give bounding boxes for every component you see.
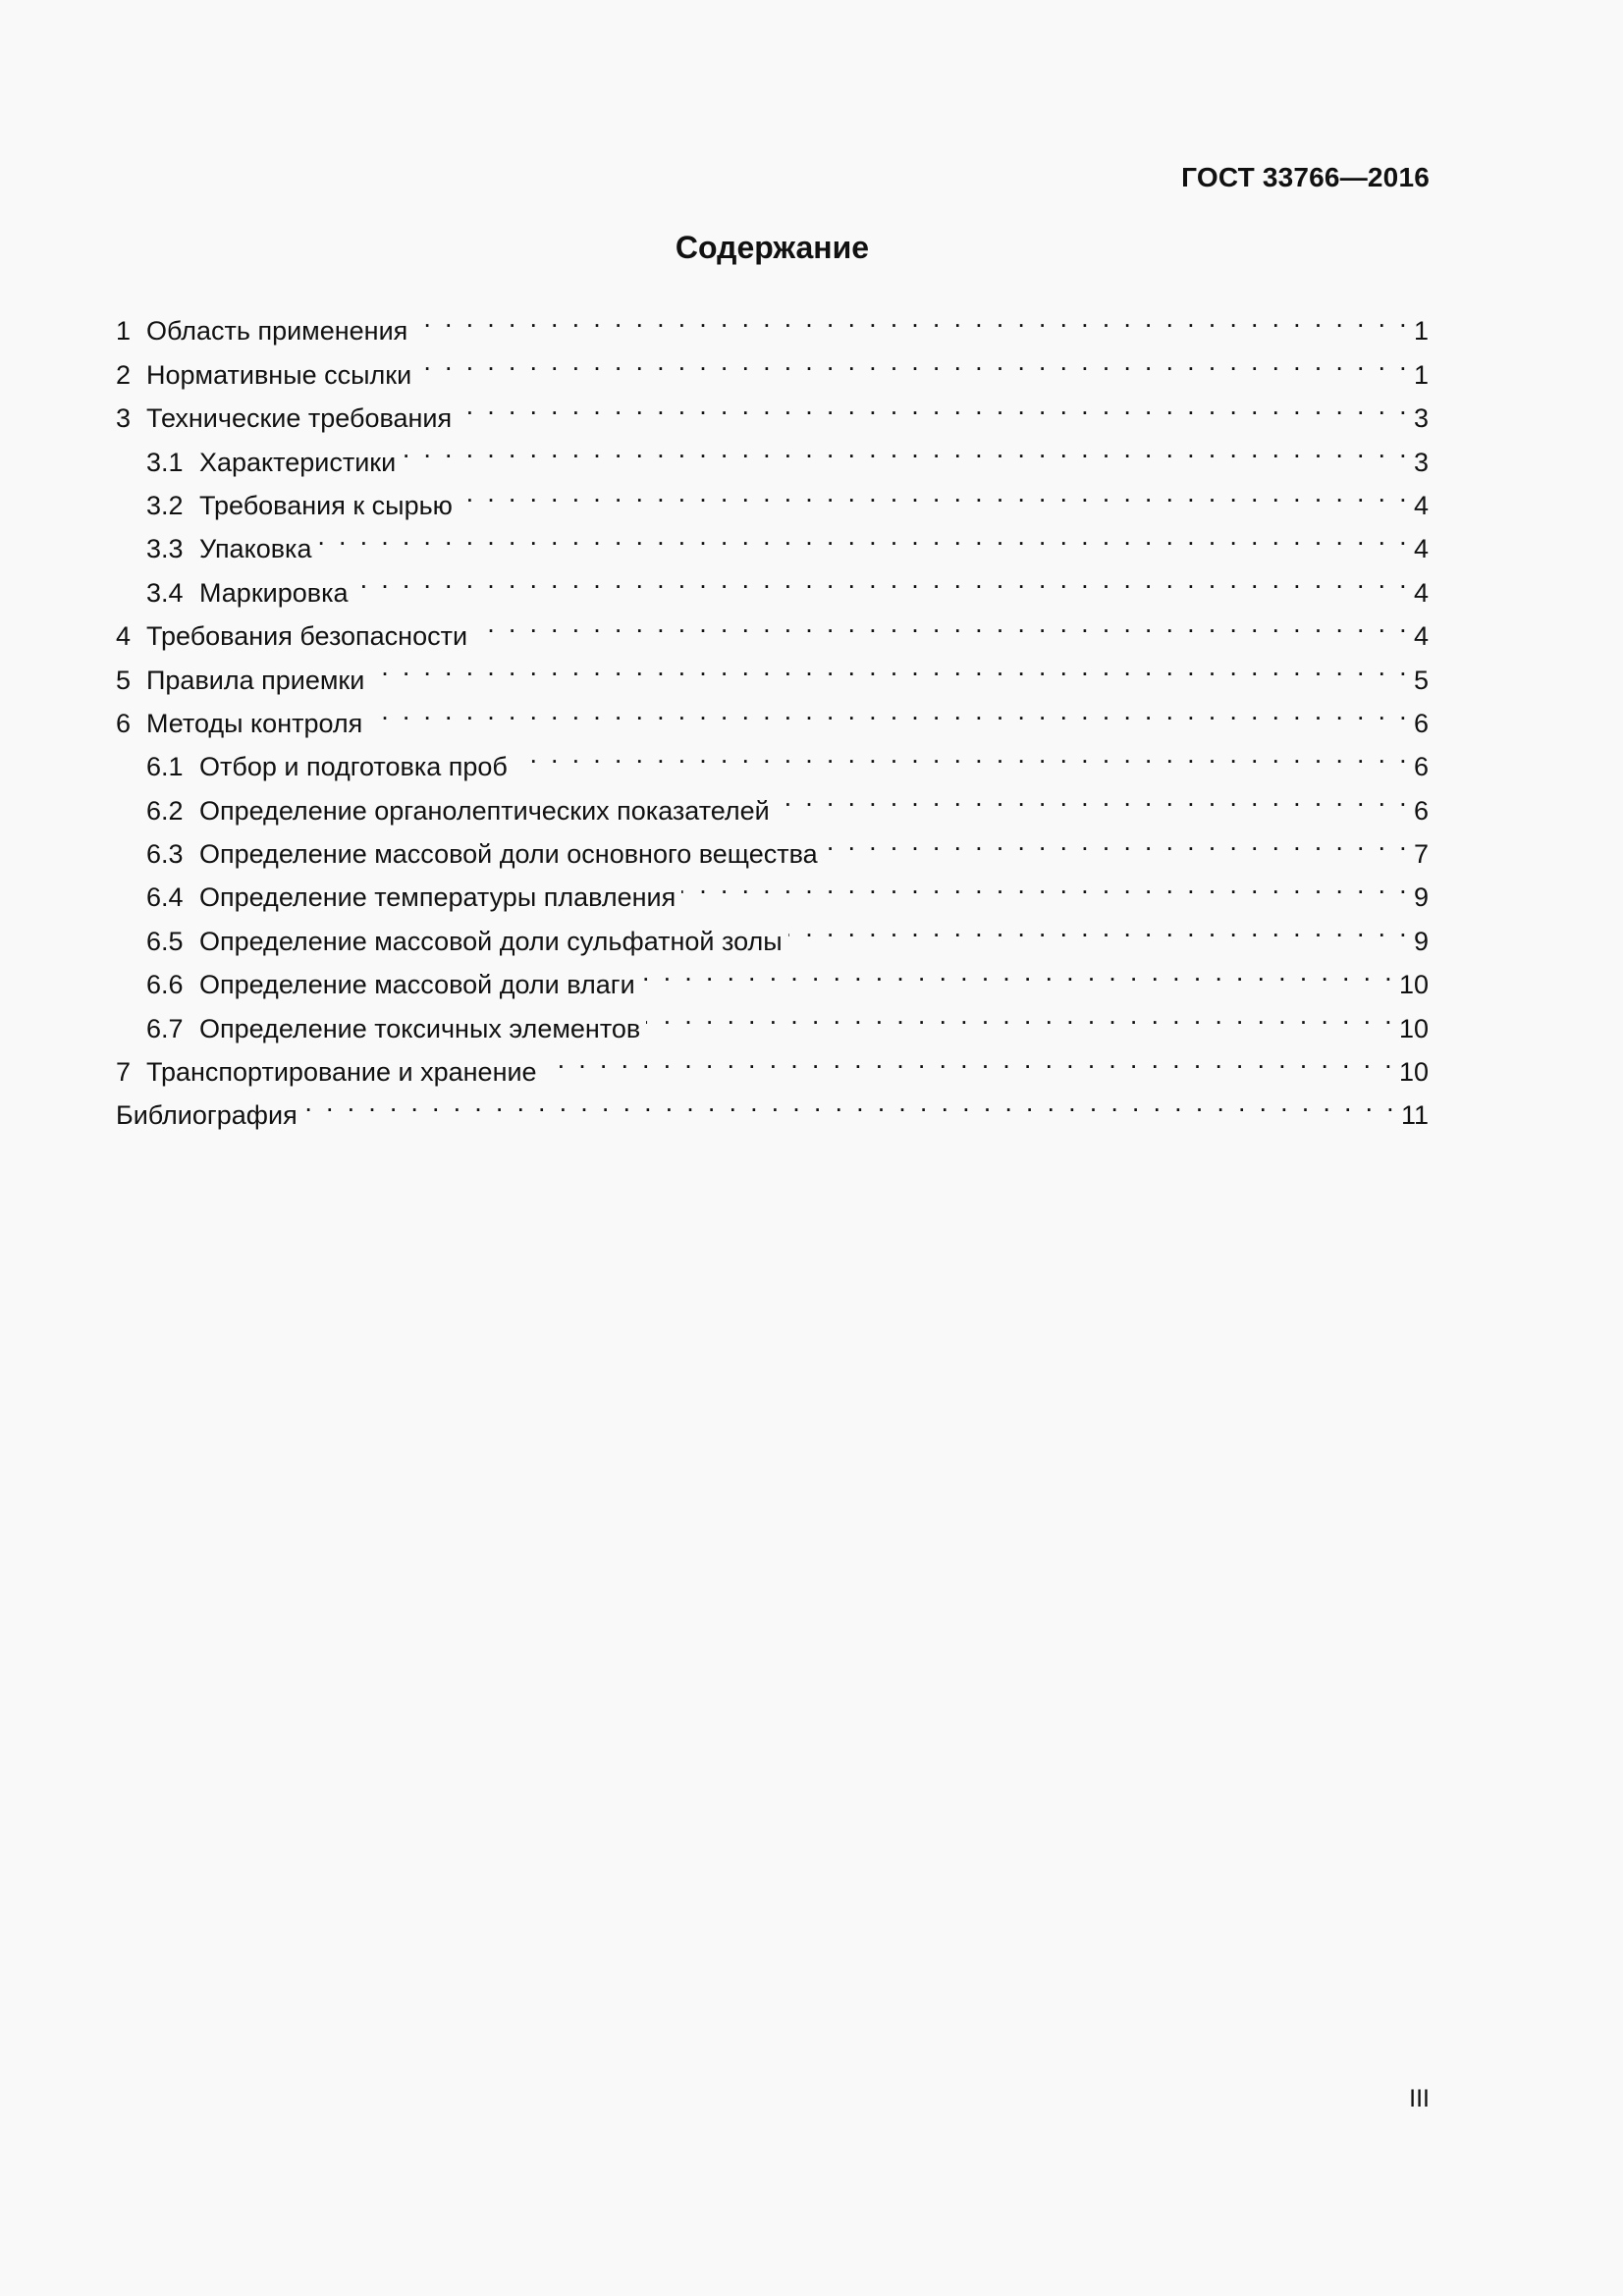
toc-entry-title: Определение температуры плавления	[199, 882, 676, 913]
toc-entry-title: Определение массовой доли влаги	[199, 970, 635, 1000]
toc-entry-page: 1	[1413, 316, 1429, 347]
toc-entry-title: Транспортирование и хранение	[146, 1057, 537, 1088]
toc-entry-page: 9	[1413, 926, 1429, 956]
toc-entry-title: Отбор и подготовка проб	[199, 752, 508, 782]
toc-entry-title: Правила приемки	[146, 665, 365, 695]
dot-leader	[681, 863, 1410, 906]
toc-entry-number: 3.3	[146, 534, 184, 564]
dot-leader	[788, 906, 1410, 949]
toc-entry-number: 3.4	[146, 577, 184, 608]
toc-entry-title: Упаковка	[199, 534, 312, 564]
toc-entry[interactable]	[116, 296, 1429, 347]
toc-entry-page: 5	[1413, 665, 1429, 695]
toc-entry-page: 3	[1413, 403, 1429, 434]
toc-entry-title: Определение массовой доли сульфатной золы	[199, 926, 783, 956]
toc-entry-page: 10	[1398, 970, 1429, 1000]
page-title: Содержание	[675, 230, 870, 265]
toc-entry-number: 6.4	[146, 882, 184, 913]
toc-entry-title: Нормативные ссылки	[146, 359, 412, 390]
toc-entry-page: 4	[1413, 534, 1429, 564]
toc-entry-page: 9	[1413, 882, 1429, 913]
toc-entry-title: Требования безопасности	[146, 621, 468, 652]
dot-leader	[370, 645, 1410, 688]
toc-entry-number: 6.2	[146, 795, 184, 826]
dot-leader	[776, 775, 1410, 819]
toc-entry-title: Требования к сырью	[199, 490, 453, 520]
dot-leader	[368, 689, 1410, 732]
toc-entry-page: 3	[1413, 447, 1429, 477]
toc-entry-number: 6.3	[146, 839, 184, 870]
toc-entry-number: 6.1	[146, 752, 184, 782]
toc-entry-number: 7	[116, 1057, 132, 1088]
toc-entry-number: 4	[116, 621, 132, 652]
toc-entry-page: 7	[1413, 839, 1429, 870]
toc-entry-number: 6.7	[146, 1013, 184, 1043]
toc-entry-title: Определение массовой доли основного вещества	[199, 839, 818, 870]
document-code: ГОСТ 33766—2016	[1181, 162, 1430, 192]
toc-entry-page: 4	[1413, 621, 1429, 652]
dot-leader	[646, 993, 1395, 1037]
toc-entry-page: 4	[1413, 490, 1429, 520]
toc-entry-title: Методы контроля	[146, 708, 363, 738]
toc-entry-number: 3.1	[146, 447, 184, 477]
toc-entry-page: 1	[1413, 359, 1429, 390]
toc-entry-number: 3.2	[146, 490, 184, 520]
dot-leader	[354, 558, 1410, 601]
dot-leader	[641, 950, 1395, 993]
toc-entry-number: 2	[116, 359, 132, 390]
toc-entry-title: Технические требования	[146, 403, 453, 434]
toc-entry-bibliography[interactable]	[116, 1081, 1429, 1131]
toc-entry-number: 6.6	[146, 970, 184, 1000]
dot-leader	[402, 427, 1410, 470]
toc-entry-page: 10	[1398, 1013, 1429, 1043]
toc-entry-number: 3	[116, 403, 132, 434]
dot-leader	[459, 471, 1410, 514]
dot-leader	[458, 384, 1410, 427]
dot-leader	[514, 732, 1410, 775]
toc-entry-title: Определение органолептических показателей	[199, 795, 770, 826]
toc-entry-title: Маркировка	[199, 577, 349, 608]
toc-entry-page: 6	[1413, 752, 1429, 782]
toc-entry-title: Библиография	[116, 1100, 298, 1131]
table-of-contents	[116, 296, 1429, 1131]
toc-entry-page: 6	[1413, 795, 1429, 826]
dot-leader	[824, 820, 1410, 863]
toc-entry-number: 1	[116, 316, 132, 347]
toc-entry-page: 11	[1400, 1100, 1429, 1131]
dot-leader	[543, 1038, 1395, 1081]
dot-leader	[473, 602, 1410, 645]
toc-entry-number: 6	[116, 708, 132, 738]
toc-entry-page: 4	[1413, 577, 1429, 608]
toc-entry-page: 6	[1413, 708, 1429, 738]
dot-leader	[317, 514, 1409, 558]
toc-entry-number: 5	[116, 665, 132, 695]
toc-entry-title: Определение токсичных элементов	[199, 1013, 641, 1043]
toc-subentry[interactable]	[116, 558, 1429, 608]
toc-entry-title: Характеристики	[199, 447, 397, 477]
page-number: III	[1409, 2085, 1430, 2112]
toc-entry-page: 10	[1398, 1057, 1429, 1088]
dot-leader	[303, 1081, 1397, 1124]
dot-leader	[417, 340, 1410, 383]
dot-leader	[413, 296, 1410, 340]
toc-entry-title: Область применения	[146, 316, 408, 347]
toc-entry-number: 6.5	[146, 926, 184, 956]
